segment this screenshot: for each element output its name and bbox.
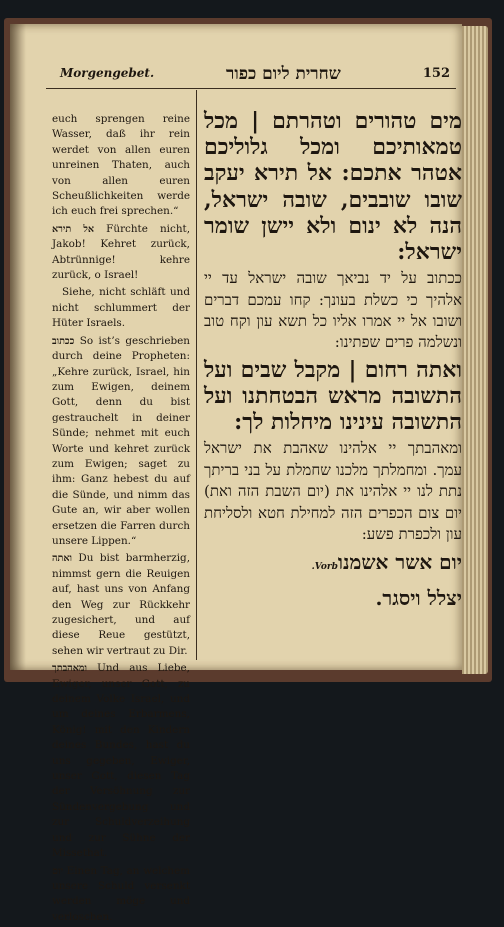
hebrew-incipit: יום bbox=[52, 865, 63, 877]
page-edges bbox=[462, 26, 488, 674]
hebrew-paragraph-1: מים טהורים וטהרתם | מכל טמאותיכם ומכל גלוליכם אטהר אתכם: אל תירא יעקב שובו שובבים, שובה ישראל, הנה לא ינום ולא יישן שומר ישראל: bbox=[204, 108, 462, 266]
gutter-shadow bbox=[10, 24, 26, 670]
hebrew-text: יום אשר אשמנו bbox=[337, 550, 462, 575]
hebrew-paragraph-6: יצלל ויסגר. bbox=[375, 586, 462, 611]
hebrew-paragraph-5 bbox=[204, 548, 462, 581]
german-text: So ist’s geschrieben durch deine Propheten: „Kehre zurück, Israel, hin zum Ewigen, deinem Gott, denn du bist gestrauchelt in deiner Sünde; nehmet mit euch Worte und kehret zurück zum Ewigen; saget zu ihm: Ganz hebest du auf die Sünde, und nimm das Gute an, wir aber wollen ersetzen die Farren durch unsere Lippen.“ bbox=[52, 334, 190, 547]
german-translation-column bbox=[52, 112, 190, 927]
prayer-book-page bbox=[10, 24, 462, 923]
header-german-title: Morgengebet. bbox=[60, 66, 155, 80]
german-text: Siehe, nicht schläft und nicht schlummert der Hüter Israels. bbox=[52, 286, 190, 330]
running-header bbox=[46, 64, 456, 89]
reader-rubric: Vorb. bbox=[311, 562, 338, 573]
hebrew-incipit: ככתוב bbox=[52, 335, 75, 347]
hebrew-paragraph-4: ומאהבתך יי אלהינו שאהבת את ישראל עמך. ומחמלתך מלכנו שחמלת על בני בריתך נתת לנו יי אלהינו את (יום השבת הזה ואת) יום צום הכפרים הזה למחילת חטא ולסליחת עון ולכפרת פשע: bbox=[204, 439, 462, 544]
german-paragraph-6 bbox=[52, 661, 190, 861]
column-divider bbox=[196, 90, 197, 660]
hebrew-prayer-column bbox=[204, 108, 462, 615]
german-paragraph-3 bbox=[52, 285, 190, 331]
german-text: euch sprengen reine Wasser, daß ihr rein werdet von allen euren unreinen Thaten, auch von allen euren Scheußlichkeiten werde ich euch frei sprechen.“ bbox=[52, 113, 190, 218]
german-text: Du bist barmherzig, nimmst gern die Reuigen auf, hast uns von Anfang den Weg zur Rückkehr zugesichert, und auf diese Reue gestützt, sehen wir vertraut zu Dir. bbox=[52, 552, 190, 657]
hebrew-paragraph-2: ככתוב על יד נביאך שובה ישראל עד יי אלהיך כי כשלת בעונך: קחו עמכם דברים ושובו אל יי אמרו אליו כל תשא עון וקח טוב ונשלמה פרים שפתינו: bbox=[204, 269, 462, 352]
hebrew-paragraph-3: ואתה רחום | מקבל שבים ועל התשובה מראש הבטחתנו ועל התשובה עינינו מיחלות לך: bbox=[204, 356, 462, 436]
page-number: 152 bbox=[422, 66, 450, 81]
german-paragraph-5 bbox=[52, 551, 190, 659]
hebrew-incipit: ואתה bbox=[52, 553, 72, 565]
german-paragraph-4 bbox=[52, 334, 190, 550]
hebrew-incipit: ומאהבתך bbox=[52, 663, 88, 675]
german-text: Und aus Liebe, Ewiger, unser Gott, zu deinem Volke Israel, und um deines Erbarmens, König! mit den Kindern deines Bundes, hast du uns gegeben, Ewiger, unser Gott, diesen Tag der Versöhnung zur Sündenvergebung und zur Schuldverzeihung und zur Sühne der Missethat. bbox=[52, 662, 190, 860]
hebrew-incipit: אל תירא bbox=[52, 223, 95, 235]
german-text: Einen Tag, an welchem unsere Schuld versenkt werden möge und verloschen. bbox=[52, 864, 190, 923]
german-paragraph-7 bbox=[52, 864, 190, 926]
header-hebrew-title: שחרית ליום כפור bbox=[226, 64, 341, 84]
german-paragraph-1 bbox=[52, 112, 190, 220]
german-text: Fürchte nicht, Jakob! Kehret zurück, Abtrünnige! kehre zurück, o Israel! bbox=[52, 222, 190, 282]
german-paragraph-2 bbox=[52, 222, 190, 284]
